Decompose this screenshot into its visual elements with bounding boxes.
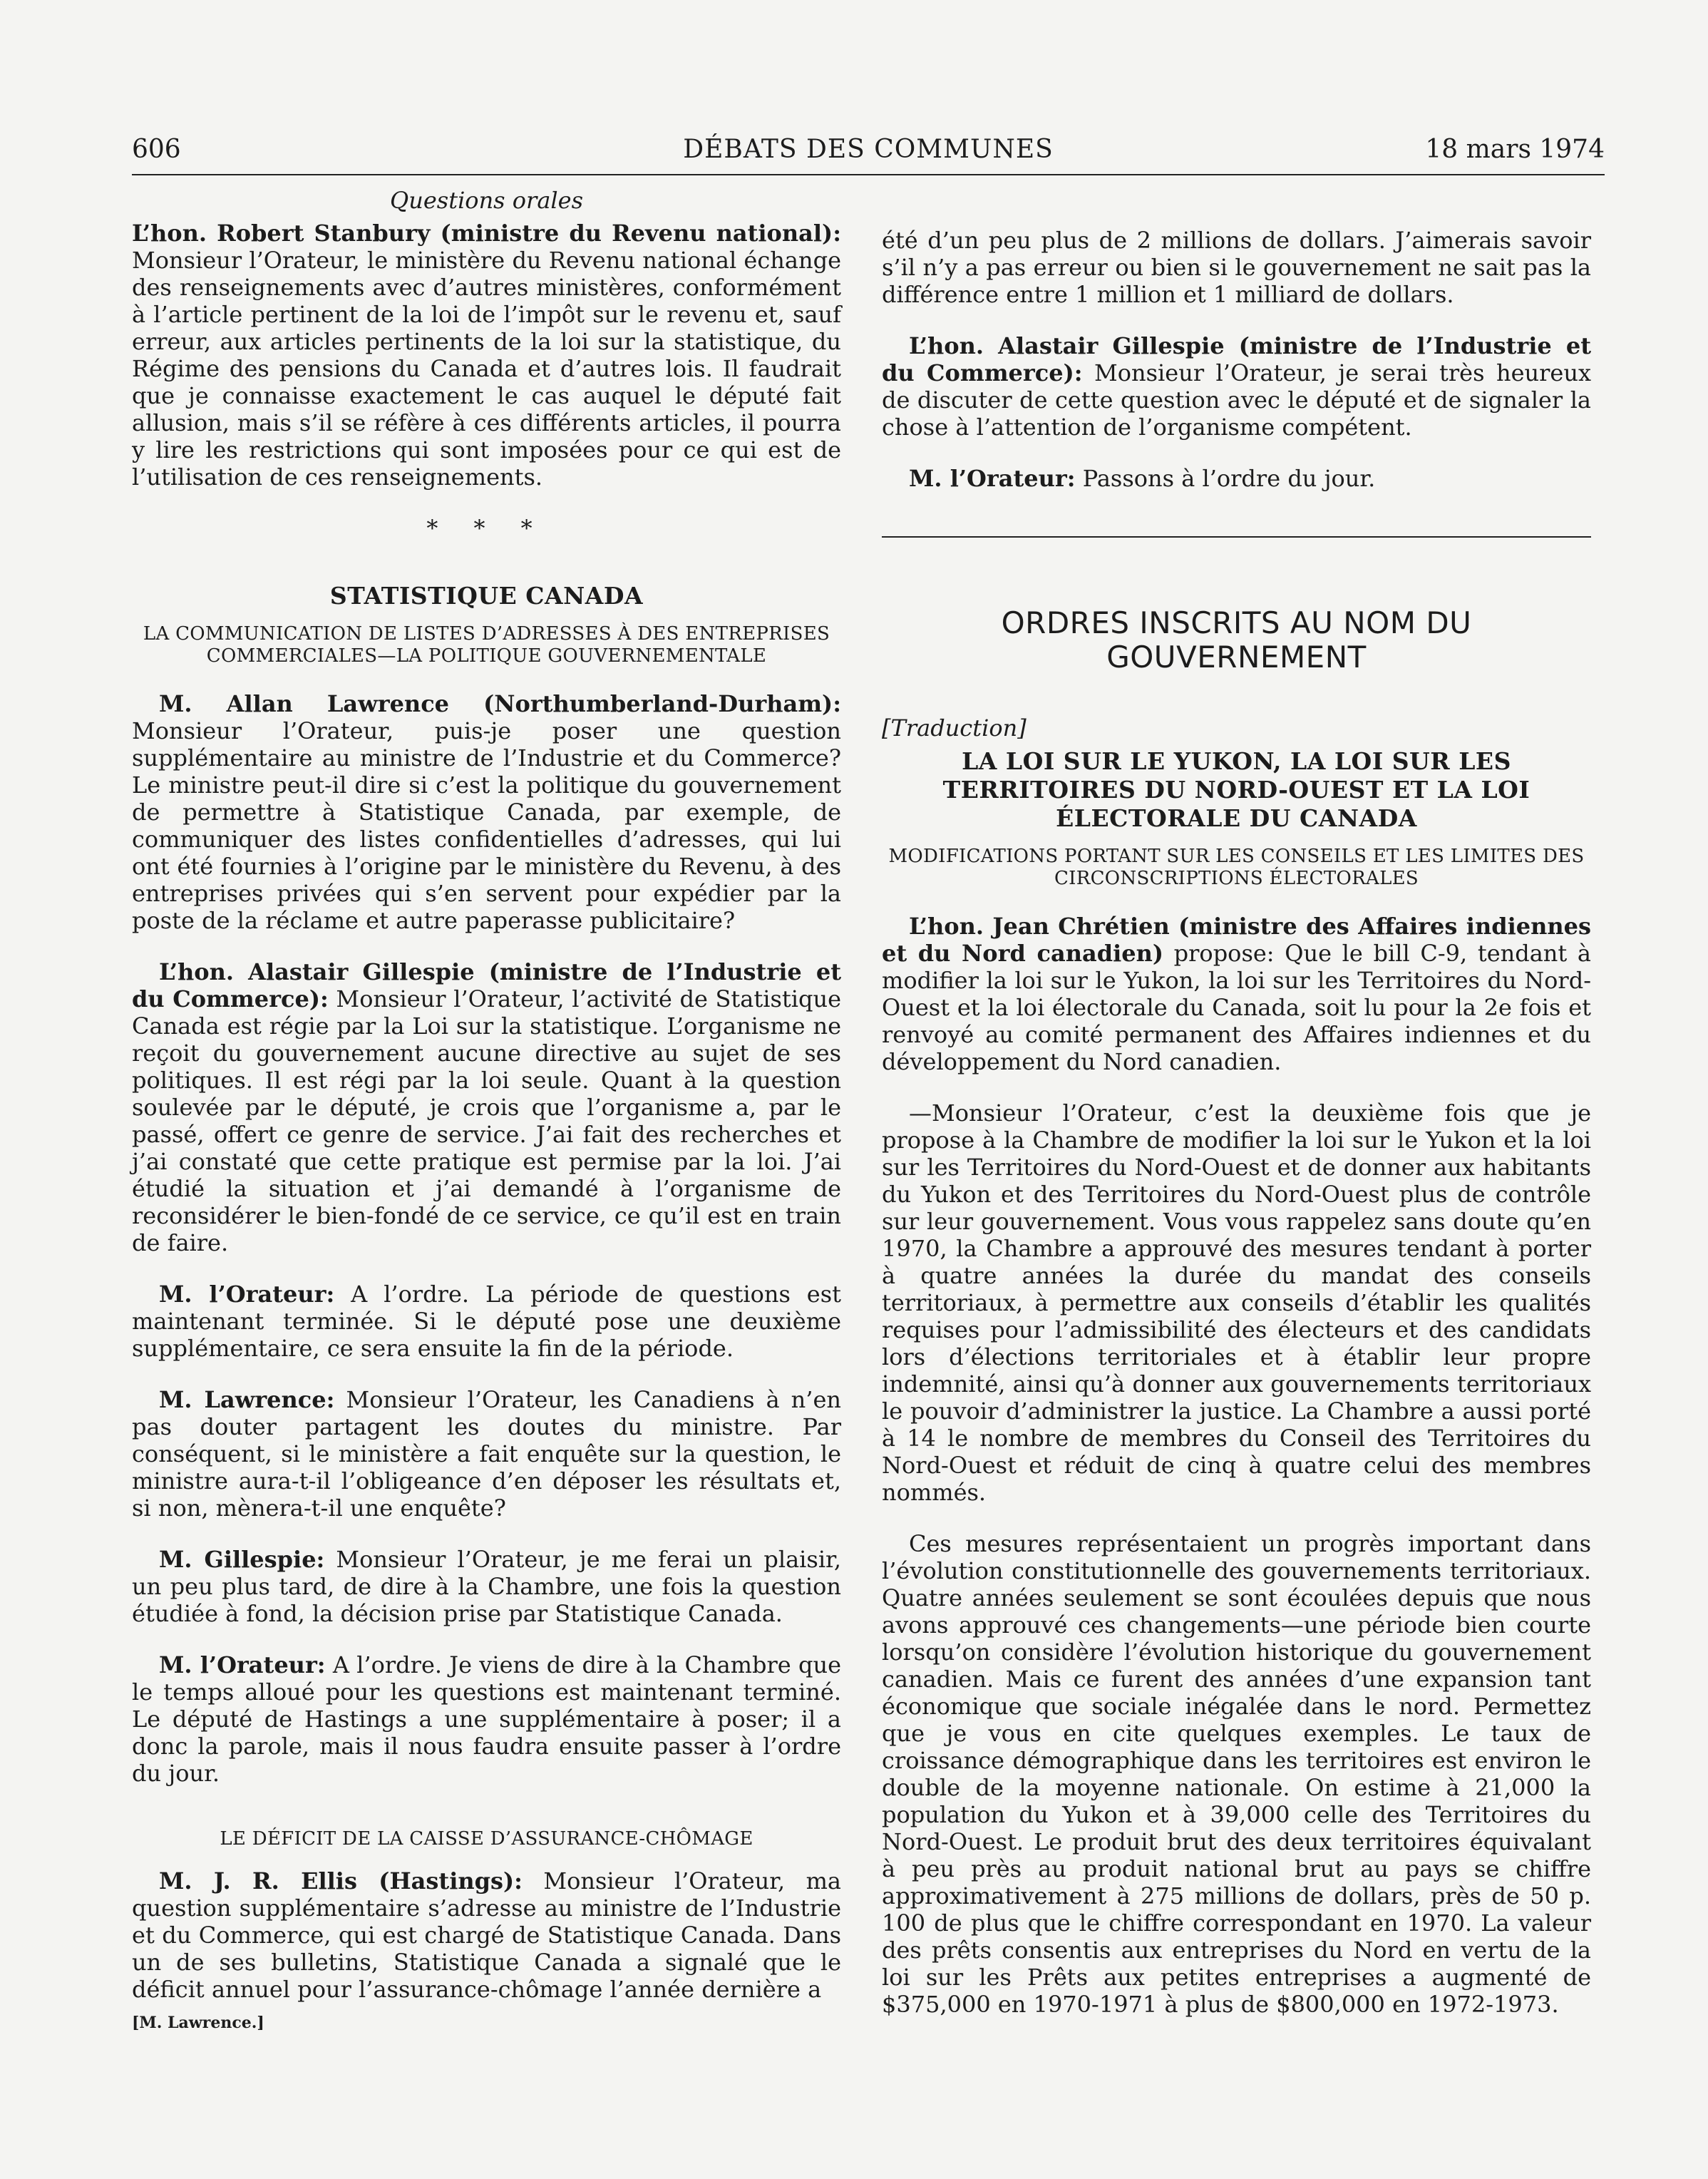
section-subheading: LA COMMUNICATION DE LISTES D’ADRESSES À DES ENTREPRISES COMMERCIALES—LA POLITIQUE GOUVERNEMENTALE [143,623,830,667]
header-rule [132,174,1605,175]
speaker: M. l’Orateur: [159,1281,335,1308]
speech-text: A l’ordre. La période de questions est maintenant terminée. Si le député pose une deuxième supplémentaire, ce sera ensuite la fin de la période. [132,1281,842,1362]
speaker: L’hon. Alastair Gillespie (ministre de l’Industrie et du Commerce): [132,958,841,1012]
section-heading: LA LOI SUR LE YUKON, LA LOI SUR LES TERRITOIRES DU NORD-OUEST ET LA LOI ÉLECTORALE DU CANADA [942,747,1530,832]
paragraph [882,332,1591,441]
section-subheading: MODIFICATIONS PORTANT SUR LES CONSEILS ET LES LIMITES DES CIRCONSCRIPTIONS ÉLECTORALES [888,846,1585,889]
page-number: 606 [132,135,181,164]
paragraph [132,1867,841,2003]
paragraph: —Monsieur l’Orateur, c’est la deuxième fois que je propose à la Chambre de modifier la loi sur le Yukon et la loi sur les Territoires du Nord-Ouest et de donner aux habitants du Yukon et des Territoires du Nord-Ouest plus de contrôle sur leur gouvernement. Vous vous rappelez sans doute qu’en 1970, la Chambre a approuvé des mesures tendant à porter à quatre années la durée du mandat des conseils territoriaux, à permettre aux conseils d’établir les qualités requises pour l’admissibilité des électeurs et des candidats lors d’élections territoriales et à établir leur propre indemnité, ainsi qu’à donner aux gouvernements territoriaux le pouvoir d’administrer la justice. La Chambre a aussi porté à 14 le nombre de membres du Conseil des Territoires du Nord-Ouest et réduit de cinq à quatre celui des membres nommés. [882,1099,1591,1506]
speech-text: Monsieur l’Orateur, je me ferai un plaisir, un peu plus tard, de dire à la Chambre, une fois la question étudiée à fond, la décision prise par Statistique Canada. [132,1546,842,1627]
section-rule [882,536,1591,538]
section-separator: * * * [426,515,547,542]
translation-label: [Traduction] [882,714,1027,742]
publication-title: DÉBATS DES COMMUNES [683,135,1054,164]
page-footnote: [M. Lawrence.] [132,2014,264,2032]
speech-text: A l’ordre. Je viens de dire à la Chambre que le temps alloué pour les questions est maintenant terminé. Le député de Hastings a une supplémentaire à poser; il a donc la parole, mais il nous faudra ensuite passer à l’ordre du jour. [132,1651,841,1787]
left-column [132,187,841,2033]
paragraph [132,1651,841,1787]
section-label: Questions orales [390,187,583,214]
speaker: M. Allan Lawrence (Northumberland-Durham): [159,690,841,717]
paragraph [882,465,1591,492]
speech-text: Monsieur l’Orateur, ma question supplémentaire s’adresse au ministre de l’Industrie et du Commerce, qui est chargé de Statistique Canada. Dans un de ses bulletins, Statistique Canada a signalé que le déficit annuel pour l’assurance-chômage l’année dernière a [132,1867,842,2003]
speech-text: Monsieur l’Orateur, je serai très heureux de discuter de cette question avec le député et de signaler la chose à l’attention de l’organisme compétent. [882,359,1592,441]
speaker: L’hon. Alastair Gillespie (ministre de l’Industrie et du Commerce): [882,332,1591,386]
paragraph [132,1281,841,1362]
paragraph [132,220,841,491]
section-heading: STATISTIQUE CANADA [329,582,644,610]
major-heading: ORDRES INSCRITS AU NOM DU GOUVERNEMENT [1001,605,1472,675]
speech-text: propose: Que le bill C-9, tendant à modifier la loi sur le Yukon, la loi sur les Territoires du Nord-Ouest et la loi électorale du Canada, soit lu pour la 2e fois et renvoyé au comité permanent des Affaires indiennes et du développement du Nord canadien. [882,940,1592,1075]
paragraph [132,1546,841,1627]
speech-text: Monsieur l’Orateur, l’activité de Statistique Canada est régie par la Loi sur la statistique. L’organisme ne reçoit du gouvernement aucune directive au sujet de ses politiques. Il est régi par la loi seule. Quant à la question soulevée par le député, je crois que l’organisme a, par le passé, offert ce genre de service. J’ai fait des recherches et j’ai constaté que cette pratique est permise par la loi. J’ai étudié la situation et j’ai demandé à l’organisme de reconsidérer le bien-fondé de ce service, ce qu’il est en train de faire. [132,985,842,1256]
paragraph [132,690,841,934]
page-date: 18 mars 1974 [1425,135,1605,164]
paragraph: été d’un peu plus de 2 millions de dollars. J’aimerais savoir s’il n’y a pas erreur ou bien si le gouvernement ne sait pas la différence entre 1 million et 1 milliard de dollars. [882,227,1591,308]
speaker: M. J. R. Ellis (Hastings): [159,1867,523,1895]
speaker: M. l’Orateur: [159,1651,326,1678]
speaker: L’hon. Robert Stanbury (ministre du Revenu national): [132,220,841,247]
speech-text: Monsieur l’Orateur, les Canadiens à n’en pas douter partagent les doutes du ministre. Par conséquent, si le ministère a fait enquête sur la question, le ministre aura-t-il l’obligeance d’en déposer les résultats et, si non, mènera-t-il une enquête? [132,1386,842,1522]
speech-text: Monsieur l’Orateur, puis-je poser une question supplémentaire au ministre de l’Industrie et du Commerce? Le ministre peut-il dire si c’est la politique du gouvernement de permettre à Statistique Canada, par exemple, de communiquer des listes confidentielles d’adresses, qui lui ont été fournies à l’origine par le ministère du Revenu, à des entreprises privées qui s’en servent pour expédier par la poste de la réclame et autre paperasse publicitaire? [132,717,841,934]
paragraph: Ces mesures représentaient un progrès important dans l’évolution constitutionnelle des gouvernements territoriaux. Quatre années seulement se sont écoulées depuis que nous avons approuvé ces changements—une période bien courte lorsqu’on considère l’évolution historique du gouvernement canadien. Mais ce furent des années d’une expansion tant économique que sociale inégalée dans le nord. Permettez que je vous en cite quelques exemples. Le taux de croissance démographique dans les territoires est environ le double de la moyenne nationale. On estime à 21,000 la population du Yukon et à 39,000 celle des Territoires du Nord-Ouest. Le produit brut des deux territoires équivalant à peu près au produit national brut au pays se chiffre approximativement à 275 millions de dollars, près de 50 p. 100 de plus que le chiffre correspondant en 1970. La valeur des prêts consentis aux entreprises du Nord en vertu de la loi sur les Prêts aux petites entreprises a augmenté de $375,000 en 1970-1971 à plus de $800,000 en 1972-1973. [882,1530,1591,2018]
speaker: M. Gillespie: [159,1546,325,1573]
speaker: M. Lawrence: [159,1386,335,1413]
speech-text: Passons à l’ordre du jour. [1075,465,1376,492]
speech-text: Monsieur l’Orateur, le ministère du Revenu national échange des renseignements avec d’autres ministères, conformément à l’article pertinent de la loi de l’impôt sur le revenu et, sauf erreur, aux articles pertinents de la loi sur la statistique, du Régime des pensions du Canada et d’autres lois. Il faudrait que je connaisse exactement le cas auquel le député fait allusion, mais s’il se réfère à ces différents articles, il pourra y lire les restrictions qui sont imposées pour ce qui est de l’utilisation de ces renseignements. [132,247,841,491]
paragraph [882,913,1591,1075]
page-header [132,134,1605,171]
paragraph [132,1386,841,1522]
right-column [882,227,1591,2042]
speaker: M. l’Orateur: [909,465,1076,492]
speaker: L’hon. Jean Chrétien (ministre des Affaires indiennes et du Nord canadien) [882,913,1591,967]
section-subheading: LE DÉFICIT DE LA CAISSE D’ASSURANCE-CHÔMAGE [220,1828,753,1850]
paragraph [132,958,841,1256]
